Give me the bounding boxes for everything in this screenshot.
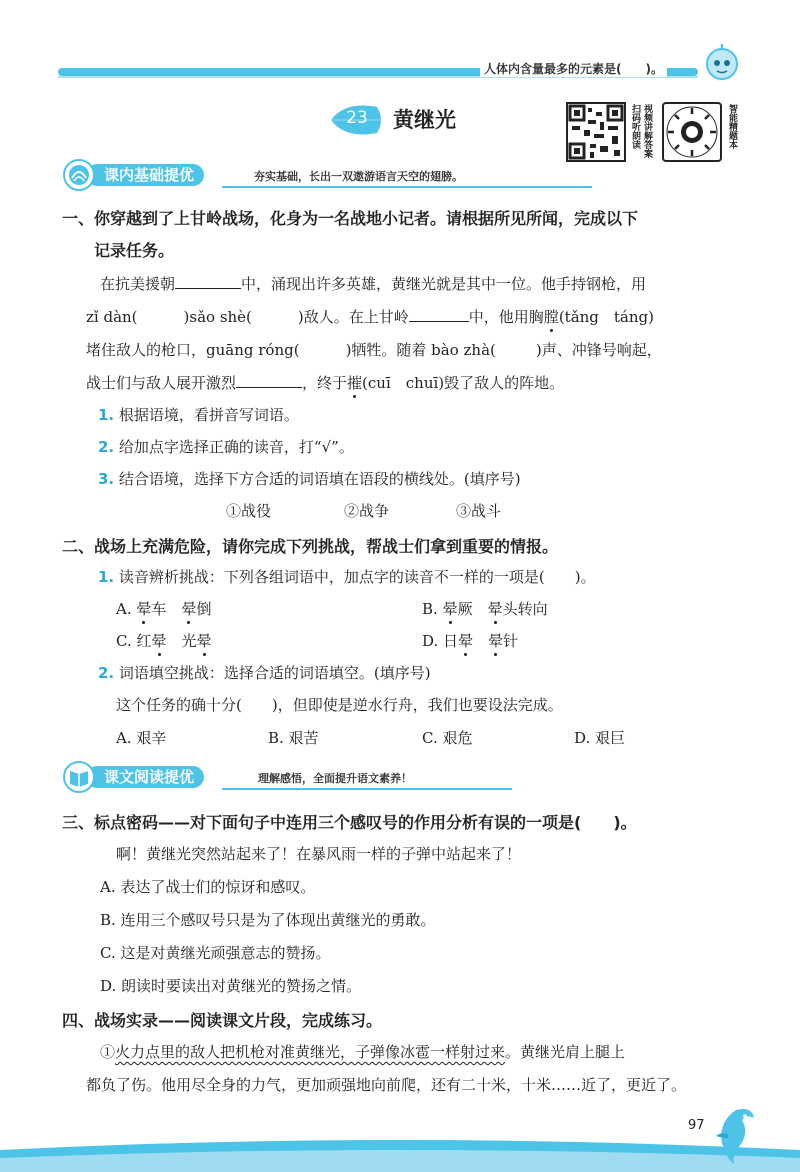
fill-blank[interactable]: [236, 374, 302, 388]
section-title: 课文阅读提优: [86, 766, 204, 788]
dotted-char: 摧: [347, 374, 363, 392]
q3-quote: 啊！黄继光突然站起来了！在暴风雨一样的子弹中站起来了！: [116, 845, 522, 863]
q2-choice-b[interactable]: B. 晕厥 晕头转向: [422, 600, 548, 618]
passage-line-1: 在抗美援朝 中，涌现出许多英雄，黄继光就是其中一位。他手持钢枪，用: [100, 275, 647, 293]
q1-subtask-1: 1. 根据语境，看拼音写词语。: [98, 406, 299, 424]
section-tagline: 夯实基础，长出一双遨游语言天空的翅膀。: [254, 170, 463, 183]
qr1-caption: 扫码听朗读: [630, 104, 640, 149]
section-tagline: 理解感悟，全面提升语文素养！: [258, 772, 412, 785]
fill-blank[interactable]: [175, 275, 241, 289]
dolphin-mascot-icon: [712, 1104, 760, 1166]
q2-subtask-2: 2. 词语填空挑战：选择合适的词语填空。(填序号): [98, 664, 431, 682]
fill-blank[interactable]: [409, 308, 469, 322]
q4-passage-line-1: ①火力点里的敌人把机枪对准黄继光，子弹像冰雹一样射过来。黄继光肩上腿上: [100, 1043, 626, 1061]
q3-choice-d[interactable]: D. 朗读时要读出对黄继光的赞扬之情。: [100, 977, 362, 995]
q3-choice-a[interactable]: A. 表达了战士们的惊讶和感叹。: [100, 878, 316, 896]
question-3-title: 三、标点密码——对下面句子中连用三个感叹号的作用分析有误的一项是( )。: [62, 813, 637, 832]
lesson-number: 23: [346, 108, 368, 128]
word-option-2: ②战争: [344, 502, 390, 520]
q4-passage-line-2: 都负了伤。他用尽全身的力气，更加顽强地向前爬，还有二十米，十米……近了，更近了。: [86, 1076, 687, 1094]
section-underline: [222, 186, 592, 188]
robot-mascot-icon: [702, 44, 742, 84]
word-option-1: ①战役: [226, 502, 272, 520]
question-1-title: 一、你穿越到了上甘岭战场，化身为一名战地小记者。请根据所见所闻，完成以下: [62, 209, 639, 228]
section-banner-basics: [62, 162, 762, 188]
passage-line-2: zǐ dàn( )sǎo shè( )敌人。在上甘岭 中，他用胸膛(tǎng táng): [86, 308, 654, 326]
question-2-title: 二、战场上充满危险，请你完成下列挑战，帮战士们拿到重要的情报。: [62, 537, 559, 556]
mini-program-code-icon: [664, 104, 720, 160]
qr1-caption-2: 视频讲解答案: [642, 104, 652, 158]
q2-choice-d[interactable]: D. 日晕 晕针: [422, 632, 519, 650]
trivia-question: 人体内含量最多的元素是( )。: [480, 60, 667, 77]
q1-subtask-2: 2. 给加点字选择正确的读音，打“√”。: [98, 438, 354, 456]
section-underline: [222, 788, 512, 790]
qr-code-reading[interactable]: [566, 102, 626, 162]
qr-pattern-icon: [568, 104, 624, 160]
qr2-caption: 智能精题本: [727, 104, 737, 149]
sun-badge-icon: [62, 158, 96, 192]
q2-option-b[interactable]: B. 艰苦: [268, 729, 319, 747]
book-badge-icon: [62, 760, 96, 794]
qr-code-practice[interactable]: [662, 102, 722, 162]
q2-choice-a[interactable]: A. 晕车 晕倒: [116, 600, 212, 618]
question-4-title: 四、战场实录——阅读课文片段，完成练习。: [62, 1011, 383, 1030]
q2-subtask-1: 1. 读音辨析挑战：下列各组词语中，加点字的读音不一样的一项是( )。: [98, 568, 596, 586]
word-option-3: ③战斗: [456, 502, 502, 520]
q2-sentence: 这个任务的确十分( )，但即使是逆水行舟，我们也要设法完成。: [116, 696, 563, 714]
passage-line-4: 战士们与敌人展开激烈 ，终于摧(cuī chuī)毁了敌人的阵地。: [86, 374, 565, 392]
q2-option-d[interactable]: D. 艰巨: [574, 729, 626, 747]
page-number: 97: [688, 1118, 705, 1133]
lesson-title: 黄继光: [393, 108, 456, 132]
dotted-char: 膛: [543, 308, 559, 326]
wavy-underlined-sentence: 火力点里的敌人把机枪对准黄继光，子弹像冰雹一样射过来: [115, 1043, 506, 1061]
footer-wave-icon: [0, 1120, 800, 1172]
section-title: 课内基础提优: [86, 164, 204, 186]
q1-subtask-3: 3. 结合语境，选择下方合适的词语填在语段的横线处。(填序号): [98, 470, 521, 488]
q2-choice-c[interactable]: C. 红晕 光晕: [116, 632, 212, 650]
question-1-title-cont: 记录任务。: [94, 241, 175, 260]
section-banner-reading: [62, 764, 762, 790]
q3-choice-b[interactable]: B. 连用三个感叹号只是为了体现出黄继光的勇敢。: [100, 911, 436, 929]
passage-line-3: 堵住敌人的枪口，guāng róng( )牺牲。随着 bào zhà( )声、冲锋号响起，: [86, 341, 662, 359]
q2-option-a[interactable]: A. 艰辛: [116, 729, 167, 747]
q2-option-c[interactable]: C. 艰危: [422, 729, 473, 747]
q3-choice-c[interactable]: C. 这是对黄继光顽强意志的赞扬。: [100, 944, 331, 962]
